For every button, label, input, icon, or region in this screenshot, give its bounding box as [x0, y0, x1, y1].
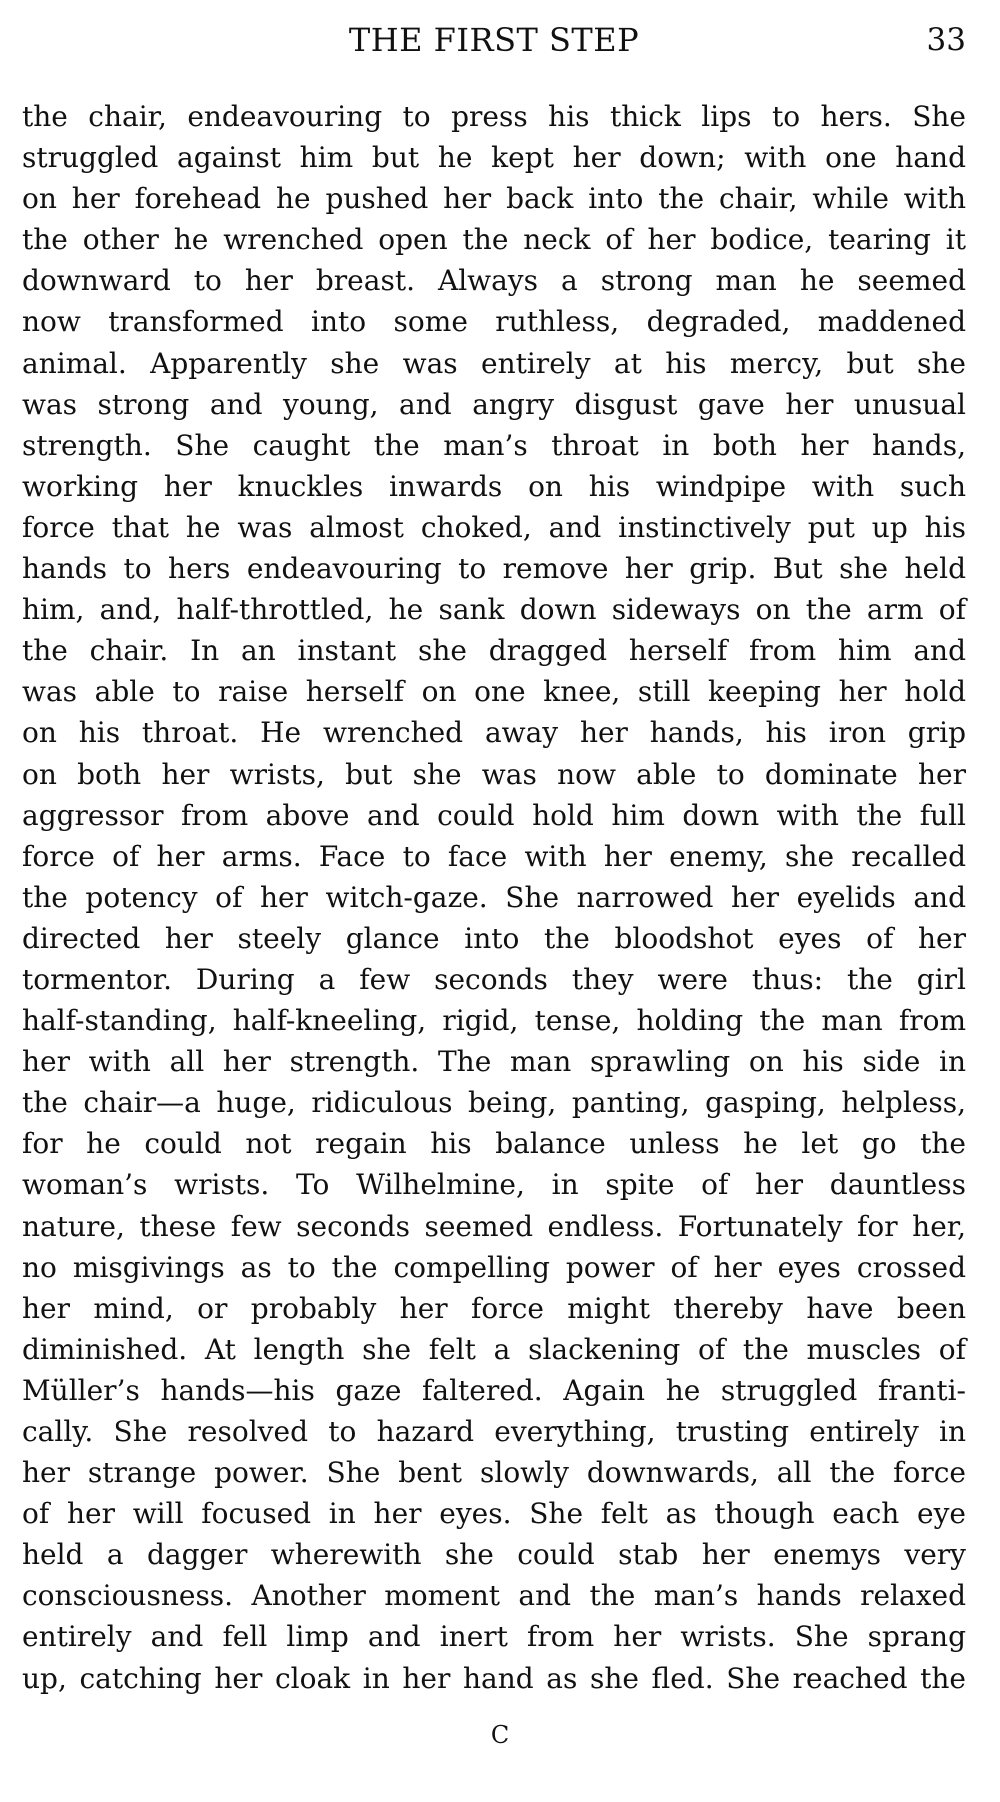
text-line: for he could not regain his balance unless he let go the [22, 1127, 966, 1161]
text-line: her mind, or probably her force might thereby have been [22, 1291, 966, 1325]
text-line: up, catching her cloak in her hand as she fled. She reached the [22, 1661, 966, 1695]
text-line: struggled against him but he kept her down; with one hand [22, 141, 966, 175]
page-number: 33 [926, 22, 966, 58]
text-line: nature, these few seconds seemed endless. Fortunately for her, [22, 1209, 966, 1243]
text-line: on his throat. He wrenched away her hands, his iron grip [22, 716, 966, 750]
text-line: force that he was almost choked, and instinctively put up his [22, 510, 966, 544]
text-line: him, and, half-throttled, he sank down sideways on the arm of [22, 593, 966, 627]
text-line: directed her steely glance into the bloodshot eyes of her [22, 921, 966, 955]
text-line: animal. Apparently she was entirely at his mercy, but she [22, 346, 966, 380]
text-line: on her forehead he pushed her back into the chair, while with [22, 182, 966, 216]
text-line: held a dagger wherewith she could stab her enemys very [22, 1538, 966, 1572]
text-line: woman’s wrists. To Wilhelmine, in spite of her dauntless [22, 1168, 966, 1202]
text-line: her with all her strength. The man sprawling on his side in [22, 1045, 966, 1079]
text-line: no misgivings as to the compelling power of her eyes crossed [22, 1250, 966, 1284]
text-line: the chair. In an instant she dragged herself from him and [22, 634, 966, 668]
text-line: aggressor from above and could hold him down with the full [22, 798, 966, 832]
text-line: diminished. At length she felt a slackening of the muscles of [22, 1332, 966, 1366]
body-text [22, 96, 966, 1699]
text-line: the chair—a huge, ridiculous being, panting, gasping, helpless, [22, 1086, 966, 1120]
text-line: strength. She caught the man’s throat in both her hands, [22, 428, 966, 462]
text-line: now transformed into some ruthless, degraded, maddened [22, 305, 966, 339]
running-header [22, 18, 966, 62]
text-line: entirely and fell limp and inert from her wrists. She sprang [22, 1620, 966, 1654]
text-line: the other he wrenched open the neck of her bodice, tearing it [22, 223, 966, 257]
text-line: was able to raise herself on one knee, still keeping her hold [22, 675, 966, 709]
text-line: Müller’s hands—his gaze faltered. Again he struggled franti- [22, 1373, 966, 1407]
text-line: hands to hers endeavouring to remove her grip. But she held [22, 552, 966, 586]
text-line: of her will focused in her eyes. She felt as though each eye [22, 1497, 966, 1531]
signature-mark: C [490, 1721, 510, 1749]
text-line: the potency of her witch-gaze. She narrowed her eyelids and [22, 880, 966, 914]
text-line: on both her wrists, but she was now able to dominate her [22, 757, 966, 791]
text-line: force of her arms. Face to face with her enemy, she recalled [22, 839, 966, 873]
text-line: her strange power. She bent slowly downwards, all the force [22, 1456, 966, 1490]
text-line: tormentor. During a few seconds they were thus: the girl [22, 962, 966, 996]
text-line: cally. She resolved to hazard everything, trusting entirely in [22, 1415, 966, 1448]
text-line: consciousness. Another moment and the man’s hands relaxed [22, 1579, 966, 1613]
text-line: downward to her breast. Always a strong man he seemed [22, 264, 966, 298]
text-line: the chair, endeavouring to press his thick lips to hers. She [22, 100, 966, 133]
text-line: was strong and young, and angry disgust gave her unusual [22, 387, 966, 421]
running-title: THE FIRST STEP [348, 21, 640, 59]
text-line: half-standing, half-kneeling, rigid, tense, holding the man from [22, 1004, 966, 1038]
text-line: working her knuckles inwards on his windpipe with such [22, 469, 966, 503]
